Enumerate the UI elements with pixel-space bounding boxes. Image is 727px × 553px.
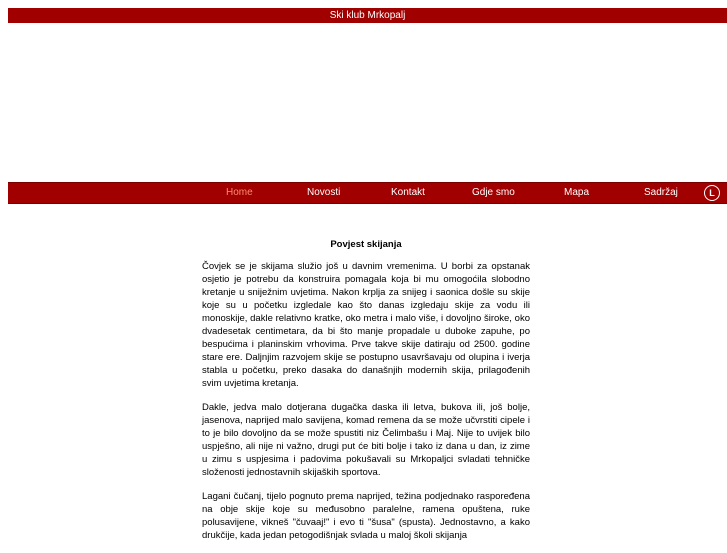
nav-home[interactable]: Home [226, 187, 253, 198]
main-navigation [8, 182, 727, 204]
header-banner [8, 23, 727, 182]
site-title-bar [8, 8, 727, 23]
article-content [202, 238, 530, 553]
nav-gdje-smo[interactable]: Gdje smo [472, 187, 515, 198]
nav-sadrzaj[interactable]: Sadržaj [644, 187, 678, 198]
article-paragraph: Dakle, jedva malo dotjerana dugačka daska ili letva, bukova ili, još bolje, jasenova, naprijed malo savijena, komad remena da se može učvrstiti cipele i to je bilo dovoljno da se može spustiti niz Čelimbašu i Maj. Nije to uvijek bilo uspješno, ali nije ni važno, drugi put će biti bolje i tako iz dana u dan, iz zime u zimu s uspjesima i padovima pokušavali su Mrkopaljci svladati tehničke složenosti jednostavnih skijaških sportova. [202, 402, 530, 478]
article-paragraph: Lagani čučanj, tijelo pognuto prema naprijed, težina podjednako raspoređena na obje skije koje su međusobno paralelne, ramena opuštena, ruke polusavijene, vikneš "čuvaaj!" i evo ti "šusa" (spusta). Jednostavno, a kako drukčije, kada jedan petogodišnjak svlada u maloj školi skijanja [202, 491, 530, 541]
article-title: Povjest skijanja [330, 239, 402, 250]
article-paragraph: Čovjek se je skijama služio još u davnim vremenima. U borbi za opstanak osjetio je potrebu da konstruira pomagala koja bi mu omogoćila slobodno kretanje u snijеžnim uvjetima. Nakon krplja za snijeg i saonica došle su skije koje su u početku izgledale kao što danas izgledaju skije za vodu ili monoskije, dakle relativno kratke, oko metra i malo više, i dovoljno široke, oko dvadesetak centimetara, da bi što manje propadale u duboke zapuhe, po bespućima i planinskim vrhovima. Prve takve skije datiraju od 2500. godine stare ere. Daljnjim razvojem skije se postupno usavršavaju od olupina i iverja stabla u početku, preko dasaka do današnjih modernih skija, prilagođenih svim uvjetima kretanja. [202, 261, 530, 389]
language-icon[interactable]: L [704, 185, 720, 201]
nav-novosti[interactable]: Novosti [307, 187, 341, 198]
site-title: Ski klub Mrkopalj [329, 10, 406, 21]
nav-kontakt[interactable]: Kontakt [391, 187, 425, 198]
nav-mapa[interactable]: Mapa [564, 187, 590, 198]
